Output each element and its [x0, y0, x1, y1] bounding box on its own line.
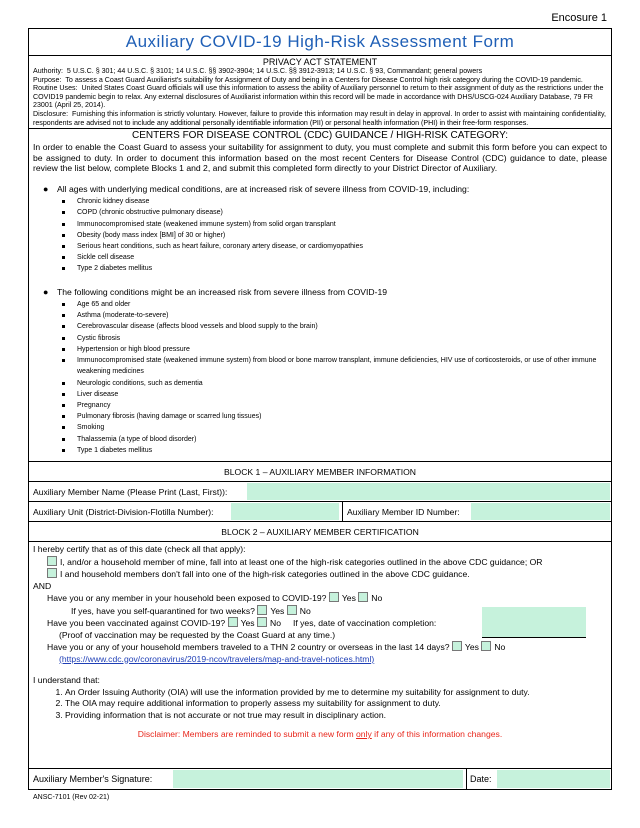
q2-no-label: No — [270, 618, 281, 629]
privacy-act-section — [29, 56, 611, 129]
understand-text: I understand that: — [33, 675, 100, 686]
condition-item: Immunocompromised state (weakened immune system) from blood or bone marrow transplant, immune deficiencies, HIV use of corticosteroids, or use of other immune weakening medicines — [77, 355, 607, 377]
condition-item: Type 1 diabetes mellitus — [77, 445, 607, 456]
condition-item: Neurologic conditions, such as dementia — [77, 378, 607, 389]
q1-no-checkbox[interactable] — [358, 592, 368, 602]
condition-item: Liver disease — [77, 389, 607, 400]
member-name-label: Auxiliary Member Name (Please Print (Last, First)): — [33, 487, 228, 498]
q1b-no-label: No — [299, 605, 311, 616]
privacy-heading: PRIVACY ACT STATEMENT — [262, 57, 378, 67]
unit-input[interactable] — [231, 503, 339, 520]
q3-no-checkbox[interactable] — [481, 641, 491, 651]
q2-yes-label: Yes — [240, 618, 255, 629]
q2c-text: (Proof of vaccination may be requested by the Coast Guard at any time.) — [59, 629, 336, 640]
q2-yes-checkbox[interactable] — [228, 617, 238, 627]
condition-item: Cerebrovascular disease (affects blood vessels and blood supply to the brain) — [77, 321, 607, 332]
condition-item: Asthma (moderate-to-severe) — [77, 310, 607, 321]
block2-heading: BLOCK 2 – AUXILIARY MEMBER CERTIFICATION — [29, 522, 611, 542]
signature-label: Auxiliary Member's Signature: — [33, 774, 153, 784]
opt1-label: I, and/or a household member of mine, fall into at least one of the high-risk categories outlined in the above CDC guidance; OR — [60, 556, 543, 567]
condition-item: COPD (chronic obstructive pulmonary disease) — [77, 207, 607, 218]
q1-no-label: No — [371, 593, 383, 604]
privacy-routine-uses: Routine Uses: United States Coast Guard officials will use this information to assess the ability of Auxiliary personnel to return to their assignment of duty as the restrictions under the COVID19 pandemic begin to relax. Any external disclosures of Auxiliarist information within this record will be made in accordance with DHS/USCG-024 Auxiliary Database, 79 FR 23001 (April 25, 2014). — [33, 84, 604, 110]
understand-item: 3. Providing information that is not accurate or not true may result in disciplinary action. — [65, 710, 607, 722]
vaccination-date-input[interactable] — [482, 607, 586, 638]
form-number: ANSC-7101 (Rev 02-21) — [33, 794, 110, 801]
condition-item: Smoking — [77, 422, 607, 433]
privacy-disclosure: Disclosure: Furnishing this information is strictly voluntary. However, failure to provide this information may result in delay in approval. In order to assist with maintaining confidentiality, respondents are advised not to include any additional personally identifiable information (PII) or personal health information (PHI) in their free-form responses. — [33, 109, 607, 127]
q3-yes-label: Yes — [464, 642, 479, 653]
disclaimer: Disclaimer: Members are reminded to submit a new form only if any of this information changes. — [137, 729, 503, 740]
opt1-checkbox[interactable] — [47, 556, 57, 566]
condition-item: Obesity (body mass index [BMI] of 30 or higher) — [77, 230, 607, 241]
unit-label: Auxiliary Unit (District-Division-Flotilla Number): — [33, 507, 214, 518]
group1-title: All ages with underlying medical conditions, are at increased risk of severe illness from COVID-19, including: — [57, 183, 470, 194]
member-name-row — [29, 482, 611, 502]
understand-item: 1. An Order Issuing Authority (OIA) will use the information provided by me to determine my suitability for assignment to duty. — [65, 687, 607, 699]
q1b-yes-checkbox[interactable] — [257, 605, 267, 615]
signature-row — [29, 768, 611, 789]
condition-item: Type 2 diabetes mellitus — [77, 263, 607, 274]
opt2-label: I and household members don't fall into one of the high-risk categories outlined in the above CDC guidance. — [60, 569, 470, 580]
understand-list — [33, 687, 607, 722]
q1b-text: If yes, have you self-quarantined for two weeks? — [71, 605, 255, 616]
condition-item: Cystic fibrosis — [77, 333, 607, 344]
condition-item: Pregnancy — [77, 400, 607, 411]
q1-yes-checkbox[interactable] — [329, 592, 339, 602]
group2: ● The following conditions might be an increased risk from severe illness from COVID-19 Age 65 and older Asthma (moderate-to-severe) Cerebrovascular disease (affects blood vessels and blood supply to the brain) Cystic fibrosis Hypertension or high blood pressure Immunocompromised state (weakened immune system) from blood or bone marrow transplant, immune deficiencies, HIV use of corticosteroids, or use of other immune weakening medicines Neurologic conditions, such as dementia Liver disease Pregnancy Pulmonary fibrosis (having damage or scarred lung tissues) Smoking Thalassemia (a type of blood disorder) Type 1 diabetes mellitus — [33, 287, 607, 456]
unit-row — [29, 502, 611, 522]
date-label: Date: — [470, 774, 492, 784]
q1b-yes-label: Yes — [270, 605, 285, 616]
group2-title: The following conditions might be an increased risk from severe illness from COVID-19 — [57, 286, 388, 297]
q2b-text: If yes, date of vaccination completion: — [292, 618, 437, 629]
signature-input[interactable] — [173, 770, 463, 788]
q3-text: Have you or any of your household members traveled to a THN 2 country or overseas in the last 14 days? — [47, 642, 450, 653]
q2-no-checkbox[interactable] — [257, 617, 267, 627]
condition-item: Sickle cell disease — [77, 252, 607, 263]
block1-heading: BLOCK 1 – AUXILIARY MEMBER INFORMATION — [29, 462, 611, 482]
condition-item: Hypertension or high blood pressure — [77, 344, 607, 355]
q3-no-label: No — [494, 642, 506, 653]
condition-item: Serious heart conditions, such as heart failure, coronary artery disease, or cardiomyopathies — [77, 241, 607, 252]
certification-section — [29, 542, 611, 743]
condition-item: Age 65 and older — [77, 299, 607, 310]
and-text: AND — [33, 580, 52, 591]
condition-item: Chronic kidney disease — [77, 196, 607, 207]
condition-item: Immunocompromised state (weakened immune system) from solid organ transplant — [77, 219, 607, 230]
cdc-travel-link[interactable]: (https://www.cdc.gov/coronavirus/2019-ncov/travelers/map-and-travel-notices.html) — [59, 653, 375, 664]
page-title: Auxiliary COVID-19 High-Risk Assessment Form — [29, 29, 611, 56]
date-input[interactable] — [497, 770, 610, 788]
q2-text: Have you been vaccinated against COVID-19? — [47, 618, 226, 629]
q1-text: Have you or any member in your household been exposed to COVID-19? — [47, 593, 327, 604]
enclosure-label: Encosure 1 — [551, 12, 607, 24]
member-name-input[interactable] — [247, 483, 610, 500]
cdc-heading: CENTERS FOR DISEASE CONTROL (CDC) GUIDANCE / HIGH-RISK CATEGORY: — [132, 130, 508, 142]
understand-item: 2. The OIA may require additional information to properly assess my suitability for assignment to duty. — [65, 698, 607, 710]
group1: ● All ages with underlying medical conditions, are at increased risk of severe illness from COVID-19, including: Chronic kidney disease COPD (chronic obstructive pulmonary disease) Immunocompromised state (weakened immune system) from solid organ transplant Obesity (body mass index [BMI] of 30 or higher) Serious heart conditions, such as heart failure, coronary artery disease, or cardiomyopathies Sickle cell disease Type 2 diabetes mellitus — [33, 184, 607, 275]
form-frame — [28, 28, 612, 790]
q1b-no-checkbox[interactable] — [287, 605, 297, 615]
cdc-guidance-section — [29, 129, 611, 462]
opt2-checkbox[interactable] — [47, 568, 57, 578]
condition-item: Thalassemia (a type of blood disorder) — [77, 434, 607, 445]
member-id-input[interactable] — [471, 503, 610, 520]
q1-yes-label: Yes — [341, 593, 356, 604]
condition-item: Pulmonary fibrosis (having damage or scarred lung tissues) — [77, 411, 607, 422]
member-id-label: Auxiliary Member ID Number: — [347, 507, 460, 518]
certify-text: I hereby certify that as of this date (check all that apply): — [33, 544, 246, 555]
privacy-authority: Authority: 5 U.S.C. § 301; 44 U.S.C. § 3101; 14 U.S.C. §§ 3902-3904; 14 U.S.C. §§ 3912-3913; 14 U.S.C. § 93, Commandant; general powers — [33, 67, 483, 75]
q3-yes-checkbox[interactable] — [452, 641, 462, 651]
privacy-purpose: Purpose: To assess a Coast Guard Auxiliarist's suitability for Assignment of Duty and being in a Centers for Disease Control high risk category during the COVID-19 pandemic. — [33, 75, 583, 84]
cdc-intro: In order to enable the Coast Guard to assess your suitability for assignment to duty, you must complete and submit this form before you can expect to be assigned to duty. In order to document this information based on the most recent Centers for Disease Control (CDC) guidance to date, please review the list below, complete Blocks 1 and 2, and submit this completed form directly to your District Director of Auxiliary. — [33, 142, 607, 174]
